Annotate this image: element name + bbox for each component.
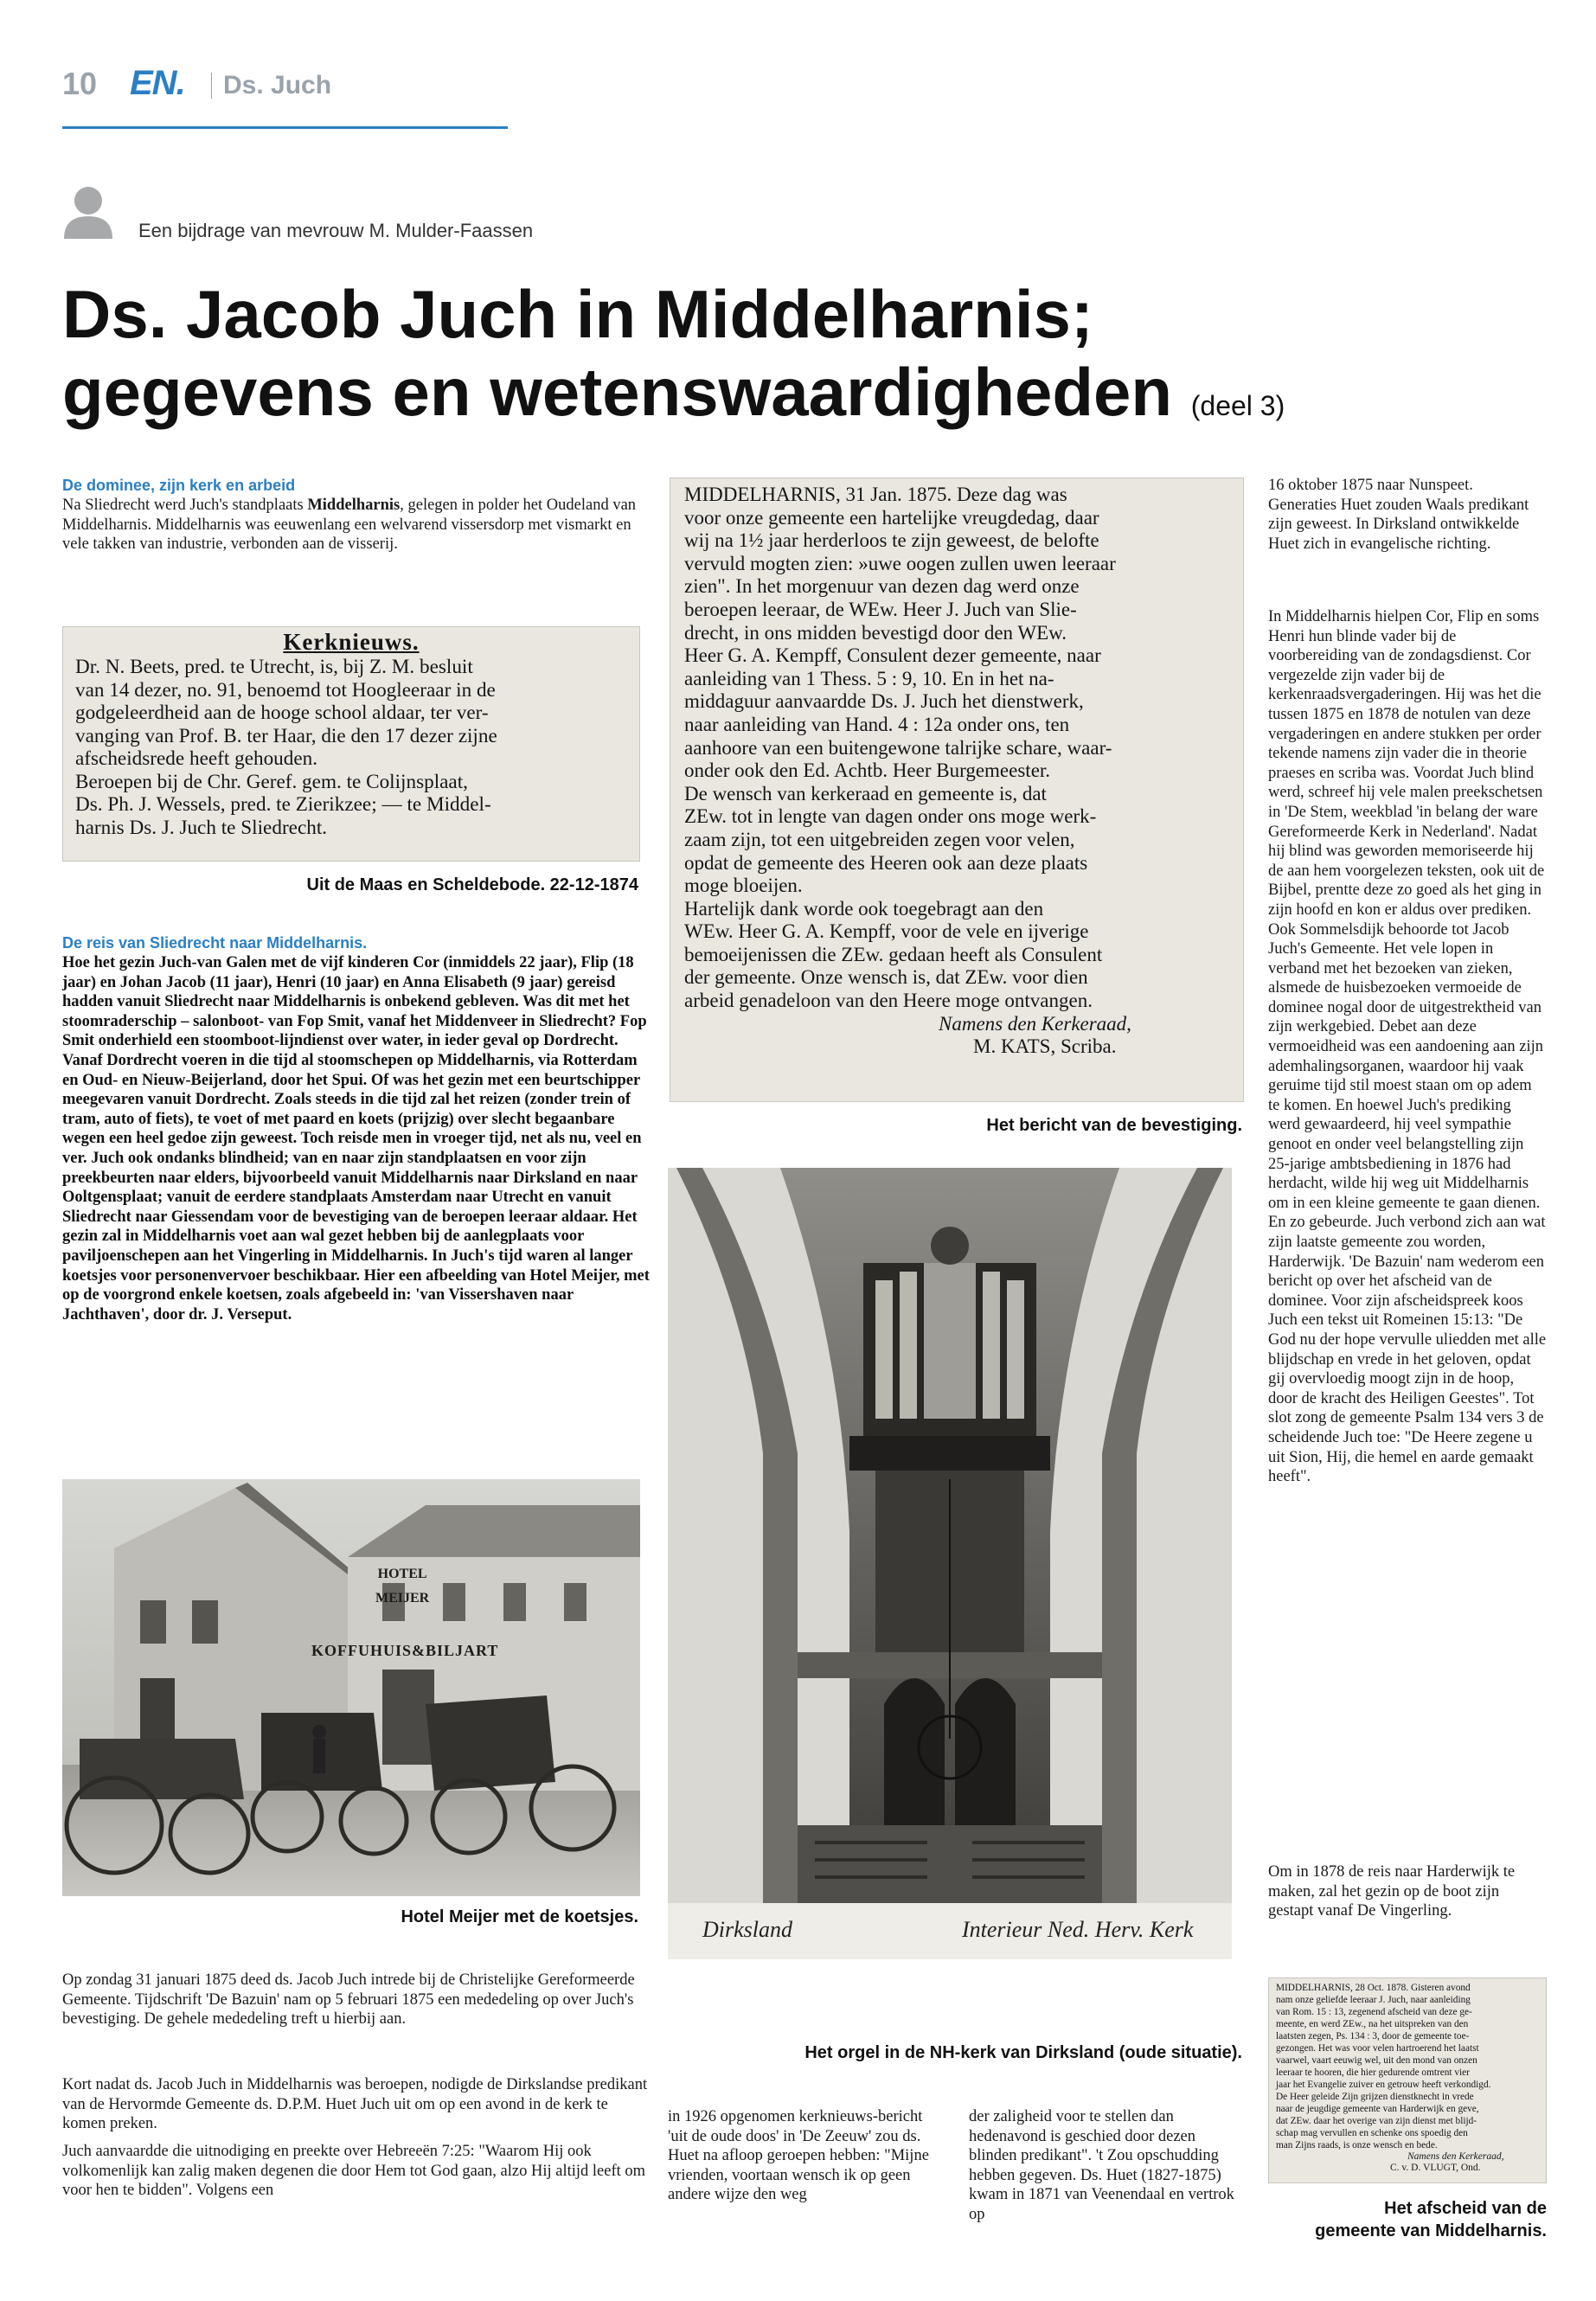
hotel-sign-line-2: MEIJER bbox=[375, 1591, 430, 1606]
photo-orgel-dirksland bbox=[668, 1168, 1232, 1959]
caption-orgel: Het orgel in de NH-kerk van Dirksland (oude situatie). bbox=[804, 2043, 1242, 2062]
clipping-bevestiging-line: aanleiding van 1 Thess. 5 : 9, 10. En in het na- bbox=[684, 667, 1054, 689]
clipping-kerknieuws-line: Dr. N. Beets, pred. te Utrecht, is, bij Z. M. besluit bbox=[75, 656, 473, 678]
header-divider bbox=[211, 73, 212, 99]
clipping-kerknieuws-body bbox=[63, 656, 639, 839]
section-name: Ds. Juch bbox=[223, 71, 332, 99]
clipping-bevestiging-line: WEw. Heer G. A. Kempff, voor de vele en ijverige bbox=[684, 920, 1089, 943]
caption-kerknieuws: Uit de Maas en Scheldebode. 22-12-1874 bbox=[306, 875, 638, 894]
clipping-afscheid-line: meente, en werd ZEw., na het uitspreken van den bbox=[1276, 2019, 1469, 2029]
hotel-sign-line-1: HOTEL bbox=[377, 1567, 427, 1581]
clipping-afscheid-body bbox=[1269, 1978, 1546, 2151]
clipping-bevestiging-line: middaguur aanvaardde Ds. J. Juch het dienstwerk, bbox=[684, 690, 1084, 713]
clipping-bevestiging-line: moge bloeijen. bbox=[684, 875, 803, 897]
clipping-bevestiging-line: zien". In het morgenuur van dezen dag werd onze bbox=[684, 575, 1080, 598]
paragraph-kerknieuws-1926: in 1926 opgenomen kerknieuws-bericht 'uit de oude doos' in 'De Zeeuw' zou ds. Huet na afloop geroepen hebben: "Mijne vrienden, voortaan wensch ik op geen andere wijze den weg bbox=[668, 2108, 929, 2204]
clipping-bevestiging-line: onder ook den Ed. Achtb. Heer Burgemeester. bbox=[684, 760, 1051, 782]
paragraph-huet-uitnodiging: Kort nadat ds. Jacob Juch in Middelharnis was beroepen, nodigde de Dirkslandse predikant van de Hervormde Gemeente ds. D.P.M. Huet Juch uit om op een avond in de kerk te komen preken. bbox=[62, 2076, 648, 2133]
clipping-kerknieuws-line: godgeleerdheid aan de hooge school aldaar, ter ver- bbox=[75, 702, 489, 724]
clipping-bevestiging-line: voor onze gemeente een hartelijke vreugdedag, daar bbox=[684, 506, 1099, 529]
paragraph-middelharnis-hulp: In Middelharnis hielpen Cor, Flip en soms Henri hun blinde vader bij de voorbereiding van de zondagsdienst. Cor vergezelde zijn vader bij de kerkenraadsvergaderingen. Hij was het die tussen 1875 en 1878 de notulen van deze vergaderingen en andere stukken per order tekende namens zijn vader die in theorie praeses en scriba was. Voordat Juch blind werd, schreef hij vele malen preekschetsen in 'De Stem, weekblad 'in belang der ware Gereformeerde Kerk in Nederland'. Nadat hij blind was geworden memoriseerde hij de aan hem voorgelezen teksten, ook uit de Bijbel, prentte deze zo goed als het ging in zijn hoofd en kon er aldus over prediken. Ook Sommelsdijk behoorde tot Jacob Juch's Gemeente. Het vele lopen in verband met het bezoeken van zieken, alsmede de huisbezoeken vermoeide de dominee nogal door de uitgestrektheid van zijn werkgebied. Debet aan deze vermoeidheid was een aandoening aan zijn ademhalingsorganen, waardoor hij vaak geruime tijd stil moest staan om op adem te komen. En hoewel Juch's prediking werd gewaardeerd, hij veel sympathie genoot en onder veel belangstelling zijn 25-jarige ambtsbediening in 1876 had herdacht, wilde hij weg uit Middelharnis om in een kleine gemeente te gaan dienen. En zo gebeurde. Juch verbond zich aan wat zijn laatste gemeente zou worden, Harderwijk. 'De Bazuin' nam wederom een bericht op over het afscheid van de dominee. Voor zijn afscheidspreek koos Juch een tekst uit Romeinen 15:13: "De God nu der hope vervulle uliedden met alle blijdschap en vrede in het geloven, opdat gij overvloedig moogt zijn in de hoop, door de kracht des Heiligen Geestes". Tot slot zong de gemeente Psalm 134 vers 3 de scheidende Juch toe: "De Heere zegene u uit Sion, Hij, die hemel en aarde gemaakt heeft". bbox=[1268, 608, 1547, 1486]
caption-afscheid-line-1: Het afscheid van de bbox=[1384, 2199, 1547, 2218]
photo-caption-dirksland: Dirksland bbox=[702, 1917, 792, 1942]
section-heading-reis: De reis van Sliedrecht naar Middelharnis. bbox=[62, 934, 368, 952]
clipping-afscheid-line: naar de jeugdige gemeente van Harderwijk en geve, bbox=[1276, 2104, 1479, 2114]
clipping-bevestiging-sign-1: Namens den Kerkeraad, bbox=[939, 1012, 1131, 1035]
reis-paragraph: Hoe het gezin Juch-van Galen met de vijf kinderen Cor (inmiddels 22 jaar), Flip (18 jaar) en Johan Jacob (11 jaar), Henri (10 jaar) en Anna Elisabeth (9 jaar) gereisd hadden vanuit Sliedrecht naar Middelharnis is onbekend gebleven. Was dit met het stoomraderschip – salonboot- van Fop Smit, vanaf het Middenveer in Sliedrecht? Fop Smit onderhield een stoomboot-lijndienst over water, in ieder geval op Dordrecht. Vanaf Dordrecht voeren in die tijd al stoomschepen op Middelharnis, via Rotterdam en Oud- en Nieuw-Beijerland, door het Spui. Of was het gezin met een beurtschipper meegevaren vanuit Dordrecht. Zoals steeds in die tijd zal het reizen (zonder trein of tram, auto of fiets), te voet of met paard en koets (prijzig) over slecht begaanbare wegen een heel gedoe zijn geweest. Toch reisde men in vroeger tijd, net als nu, veel en ver. Juch ook ondanks blindheid; van en naar zijn standplaatsen en voor zijn preekbeurten naar elders, bijvoorbeeld vanuit Middelharnis naar Dirksland en naar Ooltgensplaat; vanuit de eerdere standplaats Amsterdam naar Utrecht en vanuit Sliedrecht naar Giessendam voor de bevestiging van de beroepen leeraar aldaar. Het gezin zal in Middelharnis voet aan wal gezet hebben bij de aanlegplaats voor paviljoenschepen aan het Vingerling in Middelharnis. In Juch's tijd waren al langer koetsjes voor personenvervoer beschikbaar. Hier een afbeelding van Hotel Meijer, met op de voorgrond enkele koetsen, zoals afgebeeld in: 'van Vissershaven naar Jachthaven', door dr. J. Verseput. bbox=[62, 954, 650, 1324]
clipping-afscheid-line: vaarwel, vaart eeuwig wel, uit den mond van onzen bbox=[1276, 2055, 1477, 2066]
hotel-sign-band: KOFFUHUIS&BILJART bbox=[311, 1642, 499, 1659]
title-suffix: (deel 3) bbox=[1190, 390, 1285, 421]
clipping-bevestiging-line: Hartelijk dank worde ook toegebragt aan den bbox=[684, 897, 1044, 920]
clipping-bevestiging-line: drecht, in ons midden bevestigd door den WEw. bbox=[684, 621, 1067, 644]
title-line-2: gegevens en wetenswaardigheden (deel 3) bbox=[62, 354, 1285, 430]
clipping-bevestiging-line: MIDDELHARNIS, 31 Jan. 1875. Deze dag was bbox=[684, 484, 1067, 505]
clipping-afscheid-line: dat ZEw. daar het overige van zijn dienst met blijd- bbox=[1276, 2116, 1477, 2126]
paragraph-harderwijk-reis: Om in 1878 de reis naar Harderwijk te maken, zal het gezin op de boot zijn gestapt vanaf De Vingerling. bbox=[1268, 1863, 1516, 1920]
caption-afscheid bbox=[1268, 2197, 1547, 2242]
article-title bbox=[62, 275, 1550, 445]
clipping-kerknieuws-line: vanging van Prof. B. ter Haar, die den 17 dezer zijne bbox=[75, 724, 497, 747]
clipping-bevestiging-line: arbeid genadeloon van den Heere moge ontvangen. bbox=[684, 990, 1093, 1012]
clipping-bevestiging-line: Heer G. A. Kempff, Consulent dezer gemeente, naar bbox=[684, 644, 1101, 667]
clipping-kerknieuws bbox=[62, 626, 640, 862]
clipping-afscheid-line: man Zijns raads, is onze wensch en bede. bbox=[1276, 2140, 1438, 2150]
page-number: 10 bbox=[62, 66, 98, 101]
clipping-bevestiging-line: ZEw. tot in lengte van dagen onder ons moge werk- bbox=[684, 805, 1097, 828]
byline-text: Een bijdrage van mevrouw M. Mulder-Faassen bbox=[138, 220, 534, 241]
photo-hotel-meijer bbox=[62, 1479, 640, 1896]
hotel-sign bbox=[375, 1562, 429, 1611]
clipping-afscheid-line: gezongen. Het was voor velen hartroerend het laatst bbox=[1276, 2043, 1479, 2054]
paragraph-intrede: Op zondag 31 januari 1875 deed ds. Jacob Juch intrede bij de Christelijke Gereformeerde Gemeente. Tijdschrift 'De Bazuin' nam op 5 februari 1875 een mededeling op over Juch's bevestiging. De gehele mededeling treft u hierbij aan. bbox=[62, 1971, 635, 2029]
clipping-bevestiging-line: der gemeente. Onze wensch is, dat ZEw. voor dien bbox=[684, 966, 1088, 989]
clipping-bevestiging-body bbox=[670, 478, 1243, 1013]
clipping-afscheid-line: nam onze geliefde leeraar J. Juch, naar aanleiding bbox=[1276, 1995, 1471, 2005]
clipping-kerknieuws-line: van 14 dezer, no. 91, benoemd tot Hoogleeraar in de bbox=[75, 678, 496, 702]
clipping-kerknieuws-line: harnis Ds. J. Juch te Sliedrecht. bbox=[75, 816, 328, 839]
clipping-afscheid-line: schap mag vervullen en schenke ons spoedig den bbox=[1276, 2128, 1468, 2138]
clipping-bevestiging-line: aanhoore van een buitengewone talrijke schare, waar- bbox=[684, 736, 1112, 759]
paragraph-nunspeet: 16 oktober 1875 naar Nunspeet. Generaties Huet zouden Waals predikant zijn geweest. In Dirksland ontwikkelde Huet zich in evangelische richting. bbox=[1268, 477, 1529, 553]
paragraph-zaligheid: der zaligheid voor te stellen dan hedenavond is geschied door dezen blinden predikant". 't Zou opschudding hebben gegeven. Ds. Huet (1827-1875) kwam in 1871 van Veenendaal en vertrok op bbox=[969, 2108, 1234, 2223]
caption-hotel-meijer: Hotel Meijer met de koetsjes. bbox=[401, 1907, 638, 1926]
clipping-bevestiging-sign-2: M. KATS, Scriba. bbox=[973, 1035, 1117, 1057]
clipping-kerknieuws-line: afscheidsrede heeft gehouden. bbox=[75, 747, 318, 770]
clipping-kerknieuws-line: Beroepen bij de Chr. Geref. gem. te Colijnsplaat, bbox=[75, 770, 468, 793]
photo-caption-interieur: Interieur Ned. Herv. Kerk bbox=[962, 1917, 1194, 1942]
clipping-afscheid-line: leeraar te hooren, die hier gedurende omtrent vier bbox=[1276, 2067, 1470, 2078]
clipping-bevestiging-line: vervuld mogten zien: »uwe oogen zullen uwen leeraar bbox=[684, 552, 1116, 574]
intro-paragraph: Na Sliedrecht werd Juch's standplaats Middelharnis, gelegen in polder het Oudeland van Middelharnis. Middelharnis was eeuwenlang een welvarend vissersdorp met vismarkt en vele takken van industrie, verbonden aan de visserij. bbox=[62, 497, 637, 554]
clipping-bevestiging-line: wij na 1½ jaar herderloos te zijn geweest, de belofte bbox=[684, 529, 1099, 552]
clipping-afscheid-sign-1: Namens den Kerkeraad, bbox=[1407, 2151, 1504, 2162]
caption-afscheid-line-2: gemeente van Middelharnis. bbox=[1315, 2221, 1547, 2240]
clipping-bevestiging-line: zaam zijn, tot een uitgebreiden zegen voor velen, bbox=[684, 828, 1075, 850]
clipping-afscheid-line: MIDDELHARNIS, 28 Oct. 1878. Gisteren avond bbox=[1276, 1983, 1471, 1993]
page-header bbox=[62, 66, 512, 104]
clipping-bevestiging-line: naar aanleiding van Hand. 4 : 12a onder ons, ten bbox=[684, 713, 1070, 735]
clipping-afscheid-line: De Heer geleide Zijn grijzen dienstknecht in vrede bbox=[1276, 2092, 1474, 2102]
clipping-bevestiging-line: opdat de gemeente des Heeren ook aan deze plaats bbox=[684, 851, 1088, 874]
clipping-afscheid-line: jaar het Evangelie zuiver en getrouw heeft verkondigd. bbox=[1276, 2080, 1491, 2090]
clipping-bevestiging-line: beroepen leeraar, de WEw. Heer J. Juch van Slie- bbox=[684, 598, 1077, 620]
clipping-afscheid-line: van Rom. 15 : 13, zegenend afscheid van deze ge- bbox=[1276, 2007, 1472, 2017]
place-middelharnis: Middelharnis bbox=[307, 497, 401, 514]
section-heading-dominee: De dominee, zijn kerk en arbeid bbox=[62, 477, 296, 494]
title-line-1: Ds. Jacob Juch in Middelharnis; bbox=[62, 276, 1093, 352]
header-rule bbox=[62, 126, 508, 129]
clipping-bevestiging-line: bemoeijenissen die ZEw. gedaan heeft als Consulent bbox=[684, 943, 1103, 965]
clipping-bevestiging-line: De wensch van kerkeraad en gemeente is, dat bbox=[684, 782, 1047, 804]
caption-bevestiging: Het bericht van de bevestiging. bbox=[986, 1116, 1242, 1135]
clipping-afscheid-sign-2: C. v. D. VLUGT, Ond. bbox=[1390, 2163, 1481, 2173]
clipping-bevestiging bbox=[670, 478, 1244, 1102]
person-icon bbox=[62, 183, 114, 239]
clipping-afscheid bbox=[1268, 1977, 1547, 2183]
clipping-afscheid-line: laatsten zegen, Ps. 134 : 3, door de gemeente toe- bbox=[1276, 2031, 1470, 2041]
clipping-kerknieuws-heading: Kerknieuws. bbox=[283, 629, 420, 655]
paragraph-hebreeen: Juch aanvaardde die uitnodiging en preekte over Hebreeën 7:25: "Waarom Hij ook volkomenlijk kan zalig maken degenen die door Hem tot God gaan, alzo Hij altijd leeft om voor hen te bidden". Volgens een bbox=[62, 2143, 646, 2200]
brand-logo: EN. bbox=[130, 64, 185, 102]
clipping-kerknieuws-line: Ds. Ph. J. Wessels, pred. te Zierikzee; — te Middel- bbox=[75, 793, 491, 816]
